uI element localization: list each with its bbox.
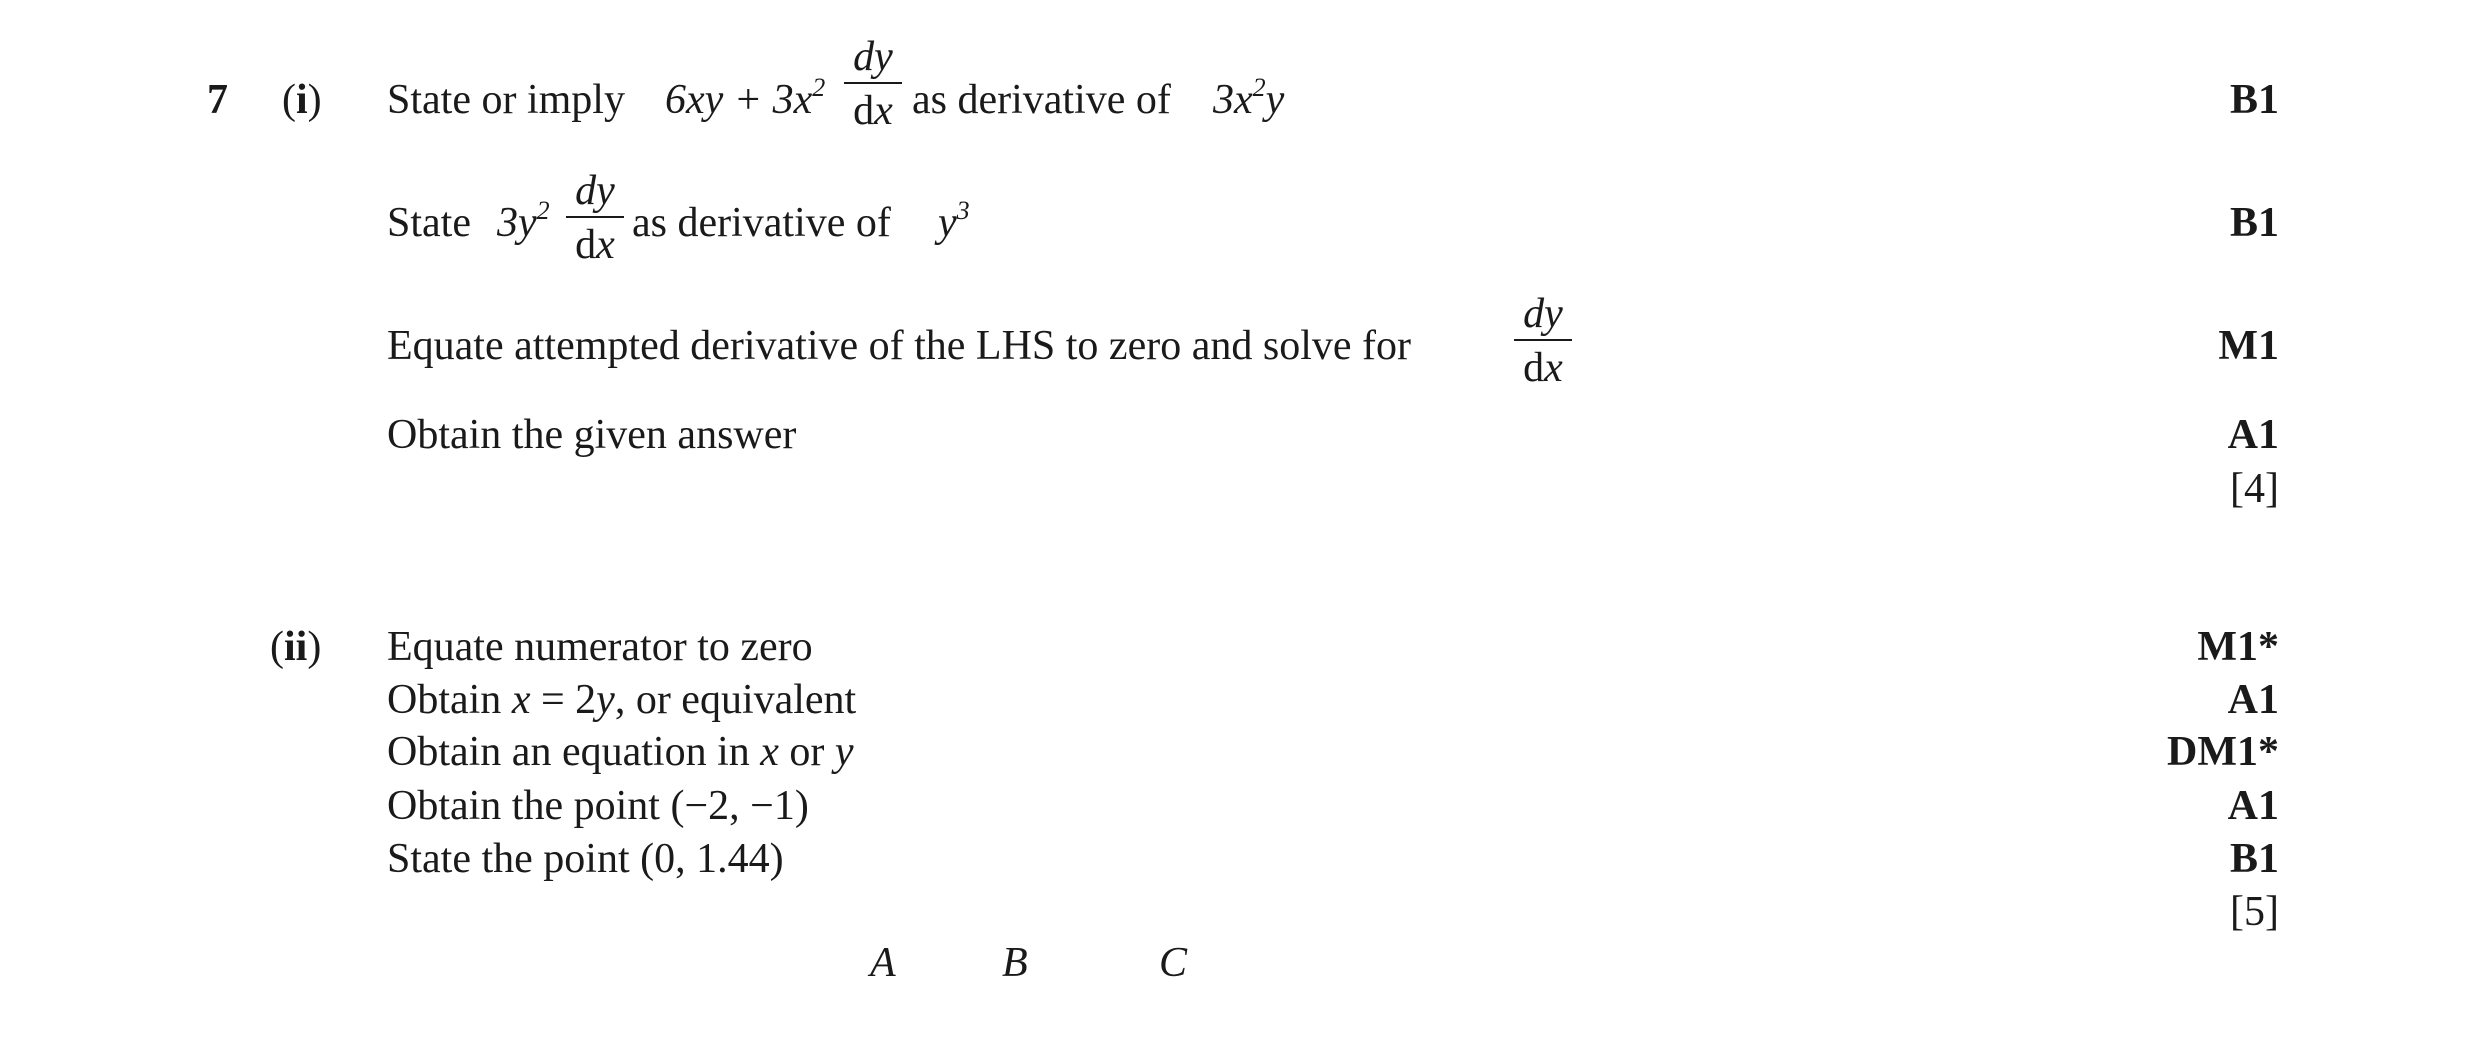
line-i-3-pre: Equate attempted derivative of the LHS to zero and solve for: [387, 323, 1411, 369]
line-ii-3: [387, 731, 854, 773]
fraction-denominator: dx: [853, 88, 893, 134]
line-ii-2-mid: = 2: [530, 677, 597, 723]
part-i-total: [4]: [2230, 466, 2279, 512]
line-ii-2-post: , or equivalent: [614, 677, 857, 723]
math-a-exponent: 2: [536, 196, 550, 225]
fraction-numerator: dy: [1523, 291, 1563, 337]
mark-i-2: B1: [2229, 200, 2279, 246]
math-b-exponent: 3: [956, 196, 970, 225]
mark-ii-4: A1: [2227, 783, 2279, 829]
line-i-1-math-a: [665, 73, 826, 123]
line-i-3-fraction: [1514, 293, 1572, 389]
mark-i-1: B1: [2229, 77, 2279, 123]
var-y: y: [596, 677, 615, 723]
math-a-exponent: 2: [812, 73, 826, 102]
line-i-1-math-b: [1213, 73, 1285, 123]
fraction-bar: [1514, 339, 1572, 341]
fraction-bar: [844, 82, 902, 84]
mark-ii-5: B1: [2229, 836, 2279, 882]
line-ii-3-mid: or: [778, 729, 835, 775]
mark-i-4: A1: [2227, 412, 2279, 458]
cutoff-label-b: B: [1002, 940, 1028, 986]
line-ii-2-pre: Obtain: [387, 677, 502, 723]
fraction-denominator: dx: [575, 222, 615, 268]
math-a-text: 6xy + 3x: [665, 77, 813, 123]
line-i-1-post: as derivative of: [912, 77, 1171, 123]
math-b-tail: y: [1265, 77, 1285, 123]
line-i-2-pre: State: [387, 200, 471, 246]
question-number: 7: [207, 77, 228, 123]
line-i-4-text: Obtain the given answer: [387, 412, 797, 458]
line-i-2-post-text: as derivative of: [632, 200, 891, 246]
math-b-text: y: [938, 200, 957, 246]
mark-ii-3: DM1*: [2167, 729, 2279, 775]
cutoff-label-a: A: [870, 940, 896, 986]
part-ii-total: [5]: [2230, 889, 2279, 935]
line-i-1-fraction: [844, 36, 902, 132]
mark-ii-2: A1: [2227, 677, 2279, 723]
cutoff-labels: [860, 938, 1260, 986]
line-ii-5-text: State the point (0, 1.44): [387, 836, 784, 882]
line-ii-1-text: Equate numerator to zero: [387, 624, 813, 670]
math-a-text: 3y: [497, 200, 537, 246]
part-label-i-text: i: [296, 77, 308, 123]
line-ii-2: [387, 679, 856, 721]
part-label-ii-text: ii: [284, 624, 308, 670]
math-b-exponent: 2: [1252, 73, 1266, 102]
line-i-1-fraction-clip: [844, 34, 904, 158]
mark-i-3: M1: [2218, 323, 2279, 369]
line-i-1-pre: State or imply: [387, 77, 625, 123]
var-x: x: [511, 677, 531, 723]
line-ii-4-text: Obtain the point (−2, −1): [387, 783, 809, 829]
cutoff-label-c: C: [1159, 940, 1188, 986]
fraction-numerator: dy: [575, 168, 615, 214]
var-y: y: [834, 729, 854, 775]
line-i-2-math-a: [497, 196, 550, 246]
fraction-bar: [566, 216, 624, 218]
line-i-2-fraction: [566, 170, 624, 266]
fraction-numerator: dy: [853, 34, 893, 80]
var-x: x: [760, 729, 779, 775]
mark-ii-1: M1*: [2197, 624, 2279, 670]
line-ii-3-pre: Obtain an equation in: [387, 729, 750, 775]
line-i-2-math-b: [938, 196, 970, 246]
part-label-i: (i): [282, 77, 322, 123]
fraction-denominator: dx: [1523, 345, 1563, 391]
part-label-ii: (ii): [270, 624, 322, 670]
math-b-text: 3x: [1213, 77, 1253, 123]
